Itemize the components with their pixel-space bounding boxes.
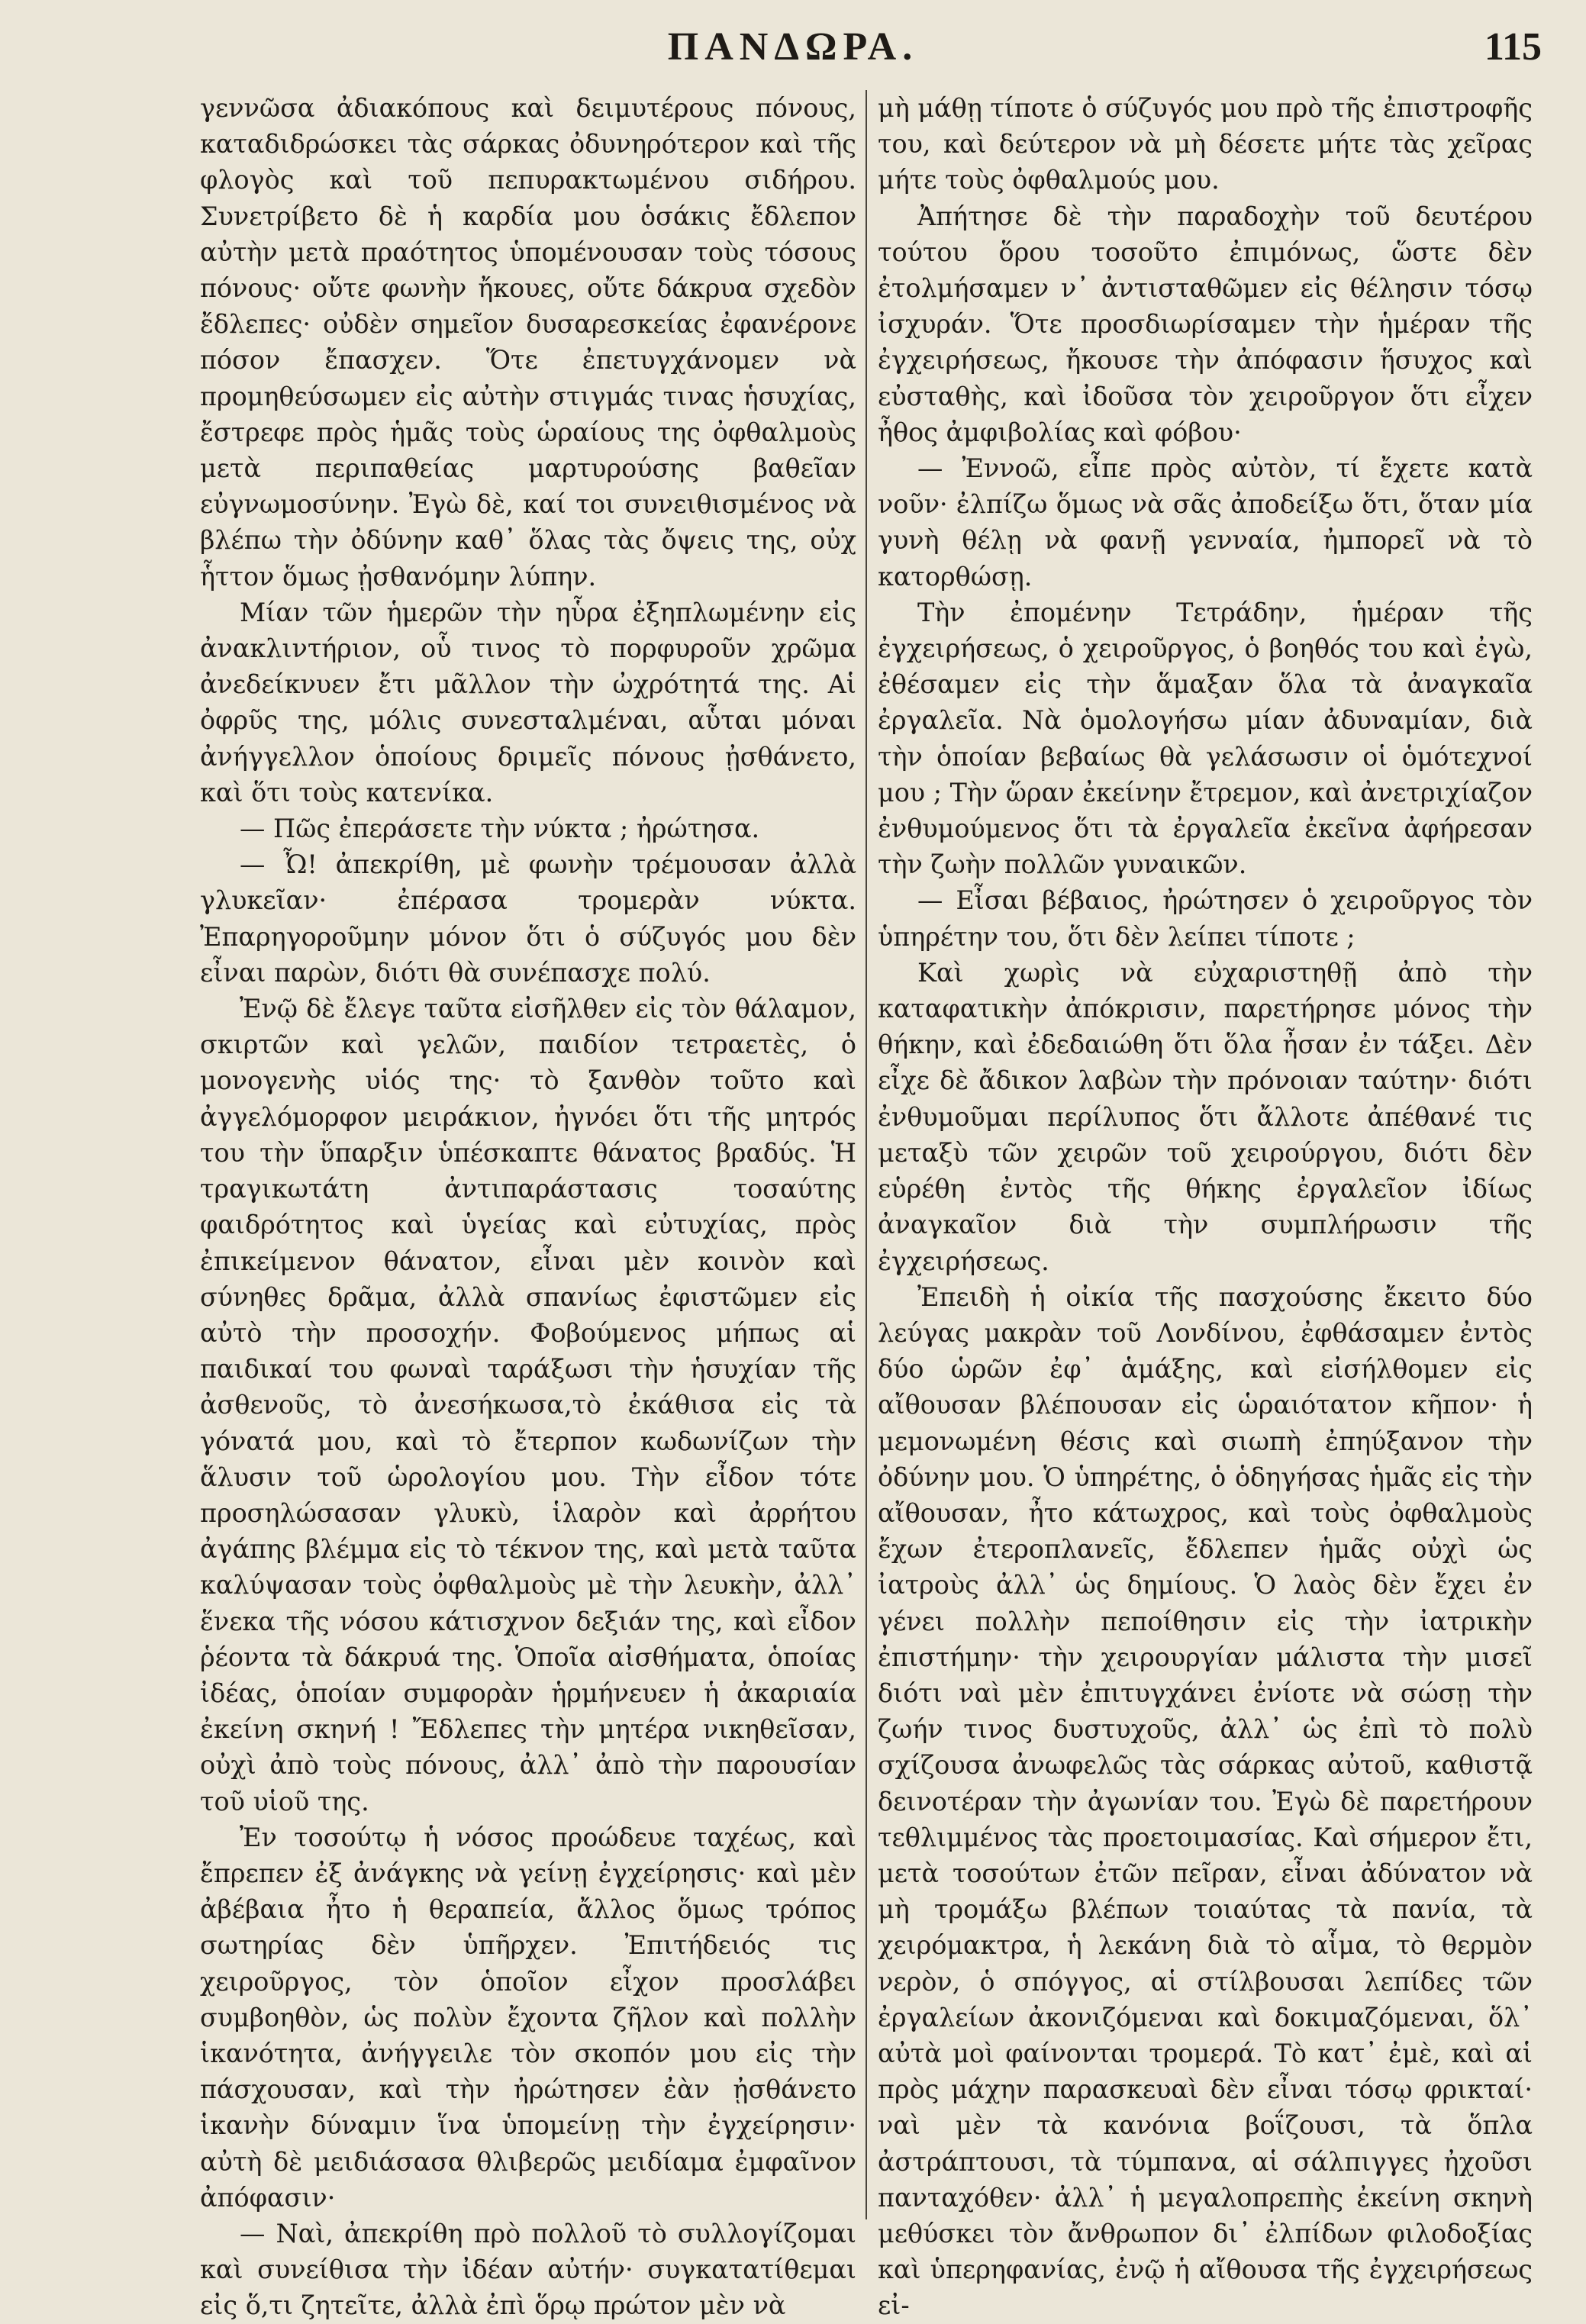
journal-title: ΠΑΝΔΩΡΑ.: [667, 25, 919, 69]
column-divider: [866, 90, 867, 2219]
dialogue-paragraph: — Εἶσαι βέβαιος, ἠρώτησεν ὁ χειροῦργος τὸν ὑπηρέτην του, ὅτι δὲν λείπει τίποτε ;: [878, 885, 1533, 952]
dialogue-paragraph: — Ὦ! ἀπεκρίθη, μὲ φωνὴν τρέμουσαν ἀλλὰ γλυκεῖαν· ἐπέρασα τρομερὰν νύκτα. Ἐπαρηγοροῦμην μόνον ὅτι ὁ σύζυγός μου δὲν εἶναι παρὼν, διότι θὰ συνέπασχε πολύ.: [200, 849, 856, 988]
dialogue-paragraph: — Πῶς ἐπεράσετε τὴν νύκτα ; ἠρώτησα.: [240, 814, 760, 844]
paragraph: Μίαν τῶν ἡμερῶν τὴν ηὗρα ἐξηπλωμένην εἰς ἀνακλιντήριον, οὗ τινος τὸ πορφυροῦν χρῶμα ἀνεδείκνυεν ἔτι μᾶλλον τὴν ὠχρότητά της. Αἱ ὀφρῦς της, μόλις συνεσταλμέναι, αὗται μόναι ἀνήγγελλον ὁποίους δριμεῖς πόνους ᾐσθάνετο, καὶ ὅτι τοὺς κατενίκα.: [200, 597, 856, 807]
right-column: [878, 90, 1533, 2321]
paragraph: Ἐπειδὴ ἡ οἰκία τῆς πασχούσης ἔκειτο δύο λεύγας μακρὰν τοῦ Λονδίνου, ἐφθάσαμεν ἐντὸς δύο ὡρῶν ἐφ᾿ ἁμάξης, καὶ εἰσήλθομεν εἰς αἴθουσαν βλέπουσαν εἰς ὡραιότατον κῆπον· ἡ μεμονωμένη θέσις καὶ σιωπὴ ἐπηύξανον τὴν ὀδύνην μου. Ὁ ὑπηρέτης, ὁ ὁδηγήσας ἡμᾶς εἰς τὴν αἴθουσαν, ἦτο κάτωχρος, καὶ τοὺς ὀφθαλμοὺς ἔχων ἐτεροπλανεῖς, ἔδλεπεν ἡμᾶς οὐχὶ ὡς ἰατροὺς ἀλλ᾿ ὡς δημίους. Ὁ λαὸς δὲν ἔχει ἐν γένει πολλὴν πεποίθησιν εἰς τὴν ἰατρικὴν ἐπιστήμην· τὴν χειρουργίαν μάλιστα τὴν μισεῖ διότι ναὶ μὲν ἐπιτυγχάνει ἐνίοτε νὰ σώσῃ τὴν ζωήν τινος δυστυχοῦς, ἀλλ᾿ ὡς ἐπὶ τὸ πολὺ σχίζουσα ἀνωφελῶς τὰς σάρκας αὐτοῦ, καθιστᾷ δεινοτέραν τὴν ἀγωνίαν του. Ἐγὼ δὲ παρετήρουν τεθλιμμένος τὰς προετοιμασίας. Καὶ σήμερον ἔτι, μετὰ τοσούτων ἐτῶν πεῖραν, εἶναι ἀδύνατον νὰ μὴ τρομάξω βλέπων τοιαύτας τὰ πανία, τὰ χειρόμακτρα, ἡ λεκάνη διὰ τὸ αἷμα, τὸ θερμὸν νερὸν, ὁ σπόγγος, αἱ στίλβουσαι λεπίδες τῶν ἐργαλείων ἀκονιζόμεναι καὶ δοκιμαζόμεναι, ὅλ᾿ αὐτὰ μοὶ φαίνονται τρομερά. Τὸ κατ᾿ ἐμὲ, καὶ αἱ πρὸς μάχην παρασκευαὶ δὲν εἶναι τόσῳ φρικταί· ναὶ μὲν τὰ κανόνια βοΐζουσι, τὰ ὅπλα ἀστράπτουσι, τὰ τύμπανα, αἱ σάλπιγγες ἠχοῦσι πανταχόθεν· ἀλλ᾿ ἡ μεγαλοπρεπὴς ἐκείνη σκηνὴ μεθύσκει τὸν ἄνθρωπον δι᾿ ἐλπίδων φιλοδοξίας καὶ ὑπερηφανίας, ἐνῷ ἡ αἴθουσα τῆς ἐγχειρήσεως εἰ-: [878, 1281, 1533, 2321]
paragraph: μὴ μάθῃ τίποτε ὁ σύζυγός μου πρὸ τῆς ἐπιστροφῆς του, καὶ δεύτερον νὰ μὴ δέσετε μήτε τὰς χεῖρας μήτε τοὺς ὀφθαλμούς μου.: [878, 93, 1533, 195]
paragraph: γεννῶσα ἀδιακόπους καὶ δειμυτέρους πόνους, καταδιδρώσκει τὰς σάρκας ὀδυνηρότερον καὶ τῆς φλογὸς καὶ τοῦ πεπυρακτωμένου σιδήρου. Συνετρίβετο δὲ ἡ καρδία μου ὁσάκις ἔδλεπον αὐτὴν μετὰ πραότητος ὑπομένουσαν τοὺς τόσους πόνους· οὔτε φωνὴν ἤκουες, οὔτε δάκρυα σχεδὸν ἔδλεπες· οὐδὲν σημεῖον δυσαρεσκείας ἐφανέρονε πόσον ἔπασχεν. Ὅτε ἐπετυγχάνομεν νὰ προμηθεύσωμεν εἰς αὐτὴν στιγμάς τινας ἡσυχίας, ἔστρεφε πρὸς ἡμᾶς τοὺς ὡραίους της ὀφθαλμοὺς μετὰ περιπαθείας μαρτυρούσης βαθεῖαν εὐγνωμοσύνην. Ἐγὼ δὲ, καί τοι συνειθισμένος νὰ βλέπω τὴν ὀδύνην καθ᾿ ὅλας τὰς ὄψεις της, οὐχ ἧττον ὅμως ᾐσθανόμην λύπην.: [200, 93, 856, 591]
running-header: [0, 21, 1586, 75]
left-column: [200, 90, 856, 2321]
dialogue-paragraph: — Ἐννοῶ, εἶπε πρὸς αὐτὸν, τί ἔχετε κατὰ νοῦν· ἐλπίζω ὅμως νὰ σᾶς ἀποδείξω ὅτι, ὅταν μία γυνὴ θέλῃ νὰ φανῇ γενναία, ἠμπορεῖ νὰ τὸ κατορθώσῃ.: [878, 453, 1533, 591]
dialogue-paragraph: — Ναὶ, ἀπεκρίθη πρὸ πολλοῦ τὸ συλλογίζομαι καὶ συνείθισα τὴν ἰδέαν αὐτήν· συγκατατίθεμαι εἰς ὅ,τι ζητεῖτε, ἀλλὰ ἐπὶ ὅρῳ πρώτον μὲν νὰ: [200, 2218, 856, 2321]
paragraph: Ἐνῷ δὲ ἔλεγε ταῦτα εἰσῆλθεν εἰς τὸν θάλαμον, σκιρτῶν καὶ γελῶν, παιδίον τετραετὲς, ὁ μονογενὴς υἱός της· τὸ ξανθὸν τοῦτο καὶ ἀγγελόμορφον μειράκιον, ἠγνόει ὅτι τῆς μητρός του τὴν ὕπαρξιν ὑπέσκαπτε θάνατος βραδύς. Ἡ τραγικωτάτη ἀντιπαράστασις τοσαύτης φαιδρότητος καὶ ὑγείας καὶ εὐτυχίας, πρὸς ἐπικείμενον θάνατον, εἶναι μὲν κοινὸν καὶ σύνηθες δρᾶμα, ἀλλὰ σπανίως ἐφιστῶμεν εἰς αὐτὸ τὴν προσοχήν. Φοβούμενος μήπως αἱ παιδικαί του φωναὶ ταράξωσι τὴν ἡσυχίαν τῆς ἀσθενοῦς, τὸ ἀνεσήκωσα,τὸ ἐκάθισα εἰς τὰ γόνατά μου, καὶ τὸ ἔτερπον κωδωνίζων τὴν ἅλυσιν τοῦ ὡρολογίου μου. Τὴν εἶδον τότε προσηλώσασαν γλυκὺ, ἱλαρὸν καὶ ἀρρήτου ἀγάπης βλέμμα εἰς τὸ τέκνον της, καὶ μετὰ ταῦτα καλύψασαν τοὺς ὀφθαλμοὺς μὲ τὴν λευκὴν, ἀλλ᾿ ἕνεκα τῆς νόσου κάτισχνον δεξιάν της, καὶ εἶδον ῥέοντα τὰ δάκρυά της. Ὁποῖα αἰσθήματα, ὁποίας ἰδέας, ὁποίαν συμφορὰν ἡρμήνευεν ἡ ἀκαριαία ἐκείνη σκηνή ! Ἔδλεπες τὴν μητέρα νικηθεῖσαν, οὐχὶ ἀπὸ τοὺς πόνους, ἀλλ᾿ ἀπὸ τὴν παρουσίαν τοῦ υἱοῦ της.: [200, 994, 856, 1816]
paragraph: Τὴν ἐπομένην Τετράδην, ἡμέραν τῆς ἐγχειρήσεως, ὁ χειροῦργος, ὁ βοηθός του καὶ ἐγὼ, ἐθέσαμεν εἰς τὴν ἅμαξαν ὅλα τὰ ἀναγκαῖα ἐργαλεῖα. Νὰ ὁμολογήσω μίαν ἀδυναμίαν, διὰ τὴν ὁποίαν βεβαίως θὰ γελάσωσιν οἱ ὁμότεχνοί μου ; Τὴν ὥραν ἐκείνην ἔτρεμον, καὶ ἀνετριχίαζον ἐνθυμούμενος ὅτι τὰ ἐργαλεῖα ἐκεῖνα ἀφήρεσαν τὴν ζωὴν πολλῶν γυναικῶν.: [878, 597, 1533, 880]
paragraph: Ἐν τοσούτῳ ἡ νόσος προώδευε ταχέως, καὶ ἔπρεπεν ἐξ ἀνάγκης νὰ γείνῃ ἐγχείρησις· καὶ μὲν ἀβέβαια ἦτο ἡ θεραπεία, ἄλλος ὅμως τρόπος σωτηρίας δὲν ὑπῆρχεν. Ἐπιτήδειός τις χειροῦργος, τὸν ὁποῖον εἶχον προσλάβει συμβοηθὸν, ὡς πολὺν ἔχοντα ζῆλον καὶ πολλὴν ἱκανότητα, ἀνήγγειλε τὸν σκοπόν μου εἰς τὴν πάσχουσαν, καὶ τὴν ἠρώτησεν ἐὰν ᾐσθάνετο ἱκανὴν δύναμιν ἵνα ὑπομείνῃ τὴν ἐγχείρησιν· αὐτὴ δὲ μειδιάσασα θλιβερῶς μειδίαμα ἐμφαῖνον ἀπόφασιν·: [200, 1822, 856, 2213]
paragraph: Καὶ χωρὶς νὰ εὐχαριστηθῇ ἀπὸ τὴν καταφατικὴν ἀπόκρισιν, παρετήρησε μόνος τὴν θήκην, καὶ ἐδεδαιώθη ὅτι ὅλα ἦσαν ἐν τάξει. Δὲν εἶχε δὲ ἄδικον λαβὼν τὴν πρόνοιαν ταύτην· διότι ἐνθυμοῦμαι περίλυπος ὅτι ἄλλοτε ἀπέθανέ τις μεταξὺ τῶν χειρῶν τοῦ χειρούργου, διότι δὲν εὑρέθη ἐντὸς τῆς θήκης ἐργαλεῖον ἰδίως ἀναγκαῖον διὰ τὴν συμπλήρωσιν τῆς ἐγχειρήσεως.: [878, 957, 1533, 1276]
page-number: 115: [1484, 25, 1542, 69]
paragraph: Ἀπήτησε δὲ τὴν παραδοχὴν τοῦ δευτέρου τούτου ὅρου τοσοῦτο ἐπιμόνως, ὥστε δὲν ἐτολμήσαμεν ν᾿ ἀντισταθῶμεν εἰς θέλησιν τόσῳ ἰσχυράν. Ὅτε προσδιωρίσαμεν τὴν ἡμέραν τῆς ἐγχειρήσεως, ἤκουσε τὴν ἀπόφασιν ἥσυχος καὶ εὐσταθὴς, καὶ ἰδοῦσα τὸν χειροῦργον ὅτι εἶχεν ἦθος ἀμφιβολίας καὶ φόβου·: [878, 201, 1533, 447]
